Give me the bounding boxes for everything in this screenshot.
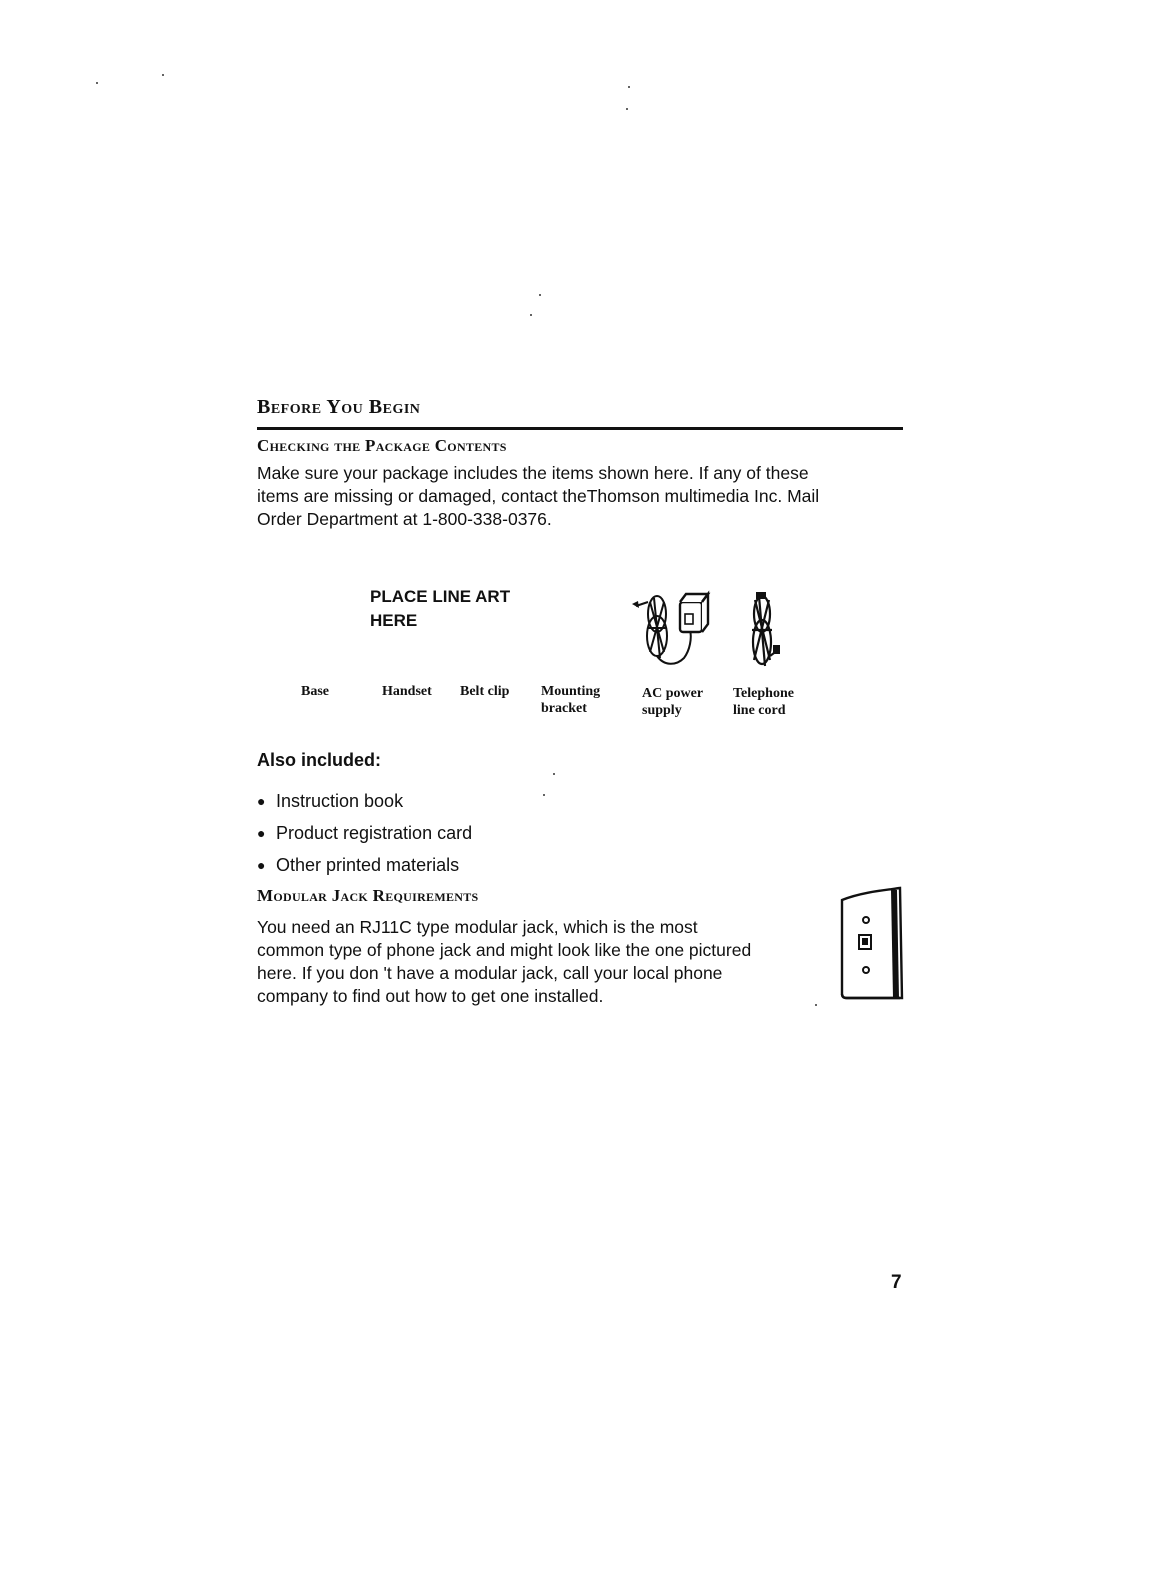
- bullet-icon: ●: [257, 793, 266, 809]
- scan-speck: [530, 314, 532, 316]
- paragraph-line: items are missing or damaged, contact theThomson multimedia Inc. Mail: [257, 486, 820, 506]
- placeholder-line: PLACE LINE ART: [370, 587, 511, 606]
- scan-speck: [553, 773, 555, 775]
- list-item-text: Instruction book: [276, 791, 404, 811]
- paragraph-line: Order Department at 1-800-338-0376.: [257, 509, 552, 529]
- paragraph-line: common type of phone jack and might look like the one pictured: [257, 940, 752, 960]
- scan-speck: [162, 74, 164, 76]
- item-label-base: [301, 683, 391, 700]
- bullet-icon: ●: [257, 857, 266, 873]
- paragraph-line: here. If you don 't have a modular jack, call your local phone: [257, 963, 723, 983]
- modular-jack-heading: Modular Jack Requirements: [257, 886, 479, 905]
- item-label-line: AC power: [642, 686, 704, 701]
- item-label-line: Handset: [382, 684, 432, 699]
- item-label-line: line cord: [733, 703, 786, 718]
- item-label-line: Mounting: [541, 684, 601, 699]
- modular-jack-paragraph: [257, 916, 827, 1008]
- paragraph-line: Make sure your package includes the items shown here. If any of these: [257, 463, 809, 483]
- item-label-telephone-line-cord: [733, 685, 823, 719]
- placeholder-line: HERE: [370, 611, 418, 630]
- list-item: [257, 821, 472, 853]
- item-label-line: bracket: [541, 701, 587, 716]
- list-item-text: Other printed materials: [276, 855, 460, 875]
- scan-speck: [628, 86, 630, 88]
- scan-speck: [539, 294, 541, 296]
- scan-speck: [543, 794, 545, 796]
- telephone-line-cord-icon: [740, 590, 786, 670]
- item-label-line: Telephone: [733, 686, 794, 701]
- item-label-line: Belt clip: [460, 684, 510, 699]
- item-label-belt-clip: [460, 683, 550, 700]
- paragraph-line: company to find out how to get one installed.: [257, 986, 604, 1006]
- ac-power-supply-icon: [624, 588, 712, 670]
- item-label-handset: [382, 683, 472, 700]
- package-contents-paragraph: [257, 462, 907, 531]
- package-contents-heading: Checking the Package Contents: [257, 436, 507, 455]
- list-item: [257, 789, 472, 821]
- bullet-icon: ●: [257, 825, 266, 841]
- paragraph-line: You need an RJ11C type modular jack, which is the most: [257, 917, 698, 937]
- list-item-text: Product registration card: [276, 823, 473, 843]
- section-divider: [257, 427, 903, 430]
- scan-speck: [626, 108, 628, 110]
- also-included-heading: Also included:: [257, 750, 382, 770]
- also-included-list: [257, 789, 472, 885]
- item-label-mounting-bracket: [541, 683, 631, 717]
- item-label-line: Base: [301, 684, 329, 699]
- modular-wall-jack-icon: [838, 886, 906, 1002]
- scan-speck: [96, 82, 98, 84]
- line-art-placeholder: [370, 585, 530, 633]
- item-label-line: supply: [642, 703, 682, 718]
- section-title: Before You Begin: [257, 396, 421, 418]
- list-item: [257, 853, 472, 885]
- page-number: 7: [891, 1272, 902, 1293]
- item-label-ac-power-supply: [642, 685, 732, 719]
